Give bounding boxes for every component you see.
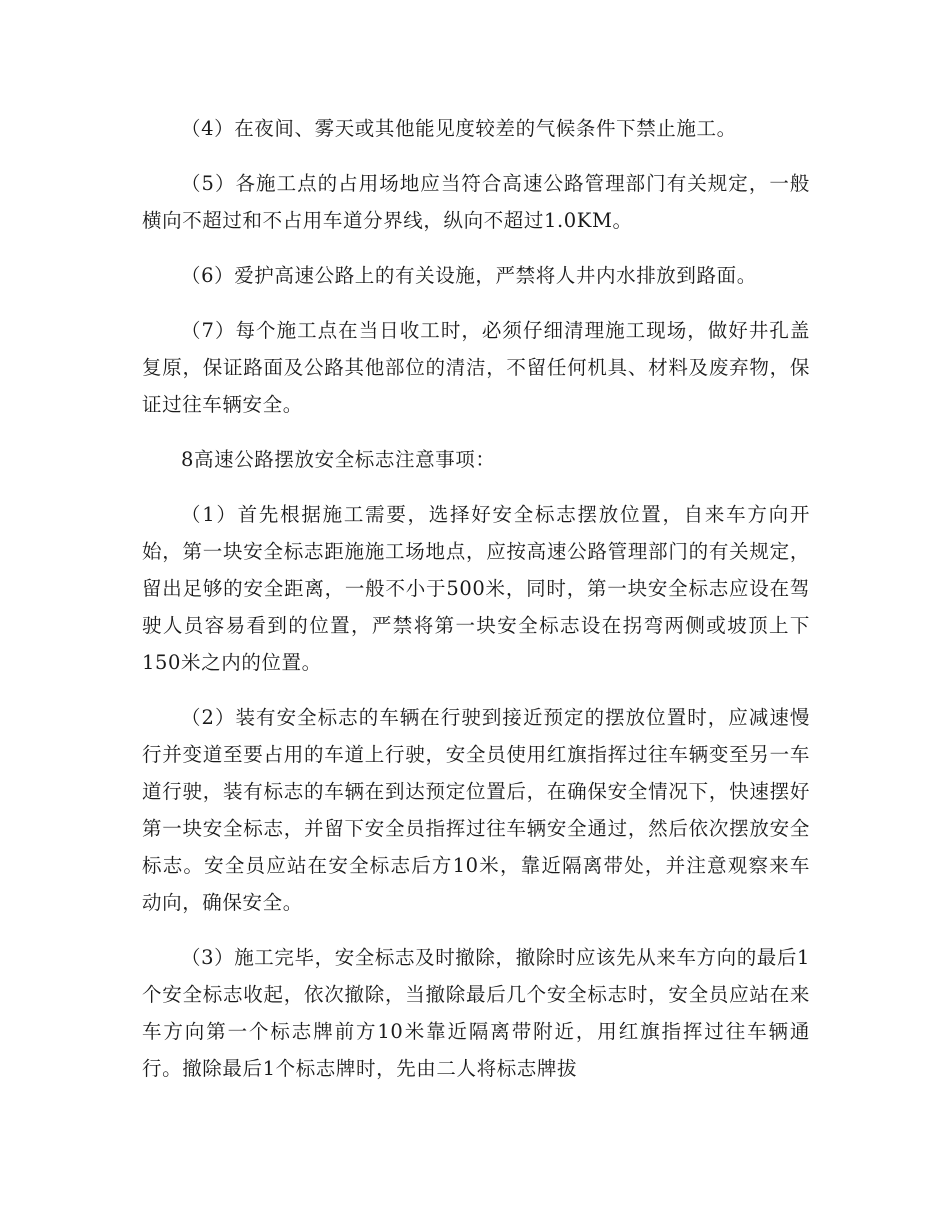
paragraph-sub-2: （2）装有安全标志的车辆在行驶到接近预定的摆放位置时，应减速慢行并变道至要占用的车道上行驶，安全员使用红旗指挥过往车辆变至另一车道行驶，装有标志的车辆在到达预定位置后，在确保安全情况下，快速摆好第一块安全标志，并留下安全员指挥过往车辆安全通过，然后依次摆放安全标志。安全员应站在安全标志后方10米，靠近隔离带处，并注意观察来车动向，确保安全。 [142, 706, 810, 914]
document-body [142, 110, 810, 1105]
paragraph-item-7: （7）每个施工点在当日收工时，必须仔细清理施工现场，做好井孔盖复原，保证路面及公路其他部位的清洁，不留任何机具、材料及废弃物，保证过往车辆安全。 [142, 319, 810, 416]
paragraph-sub-1: （1）首先根据施工需要，选择好安全标志摆放位置，自来车方向开始，第一块安全标志距施施工场地点，应按高速公路管理部门的有关规定，留出足够的安全距离，一般不小于500米，同时，第一块安全标志应设在驾驶人员容易看到的位置，严禁将第一块安全标志设在拐弯两侧或坡顶上下150米之内的位置。 [142, 503, 810, 674]
paragraph-item-6: （6）爱护高速公路上的有关设施，严禁将人井内水排放到路面。 [181, 264, 757, 287]
paragraph-item-5: （5）各施工点的占用场地应当符合高速公路管理部门有关规定，一般横向不超过和不占用车道分界线，纵向不超过1.0KM。 [142, 172, 810, 232]
section-heading-8: 8高速公路摆放安全标志注意事项： [181, 448, 496, 471]
paragraph-item-4: （4）在夜间、雾天或其他能见度较差的气候条件下禁止施工。 [181, 117, 737, 140]
paragraph-sub-3: （3）施工完毕，安全标志及时撤除，撤除时应该先从来车方向的最后1个安全标志收起，依次撤除，当撤除最后几个安全标志时，安全员应站在来车方向第一个标志牌前方10米靠近隔离带附近，用红旗指挥过往车辆通行。撤除最后1个标志牌时，先由二人将标志牌拔 [142, 946, 811, 1080]
